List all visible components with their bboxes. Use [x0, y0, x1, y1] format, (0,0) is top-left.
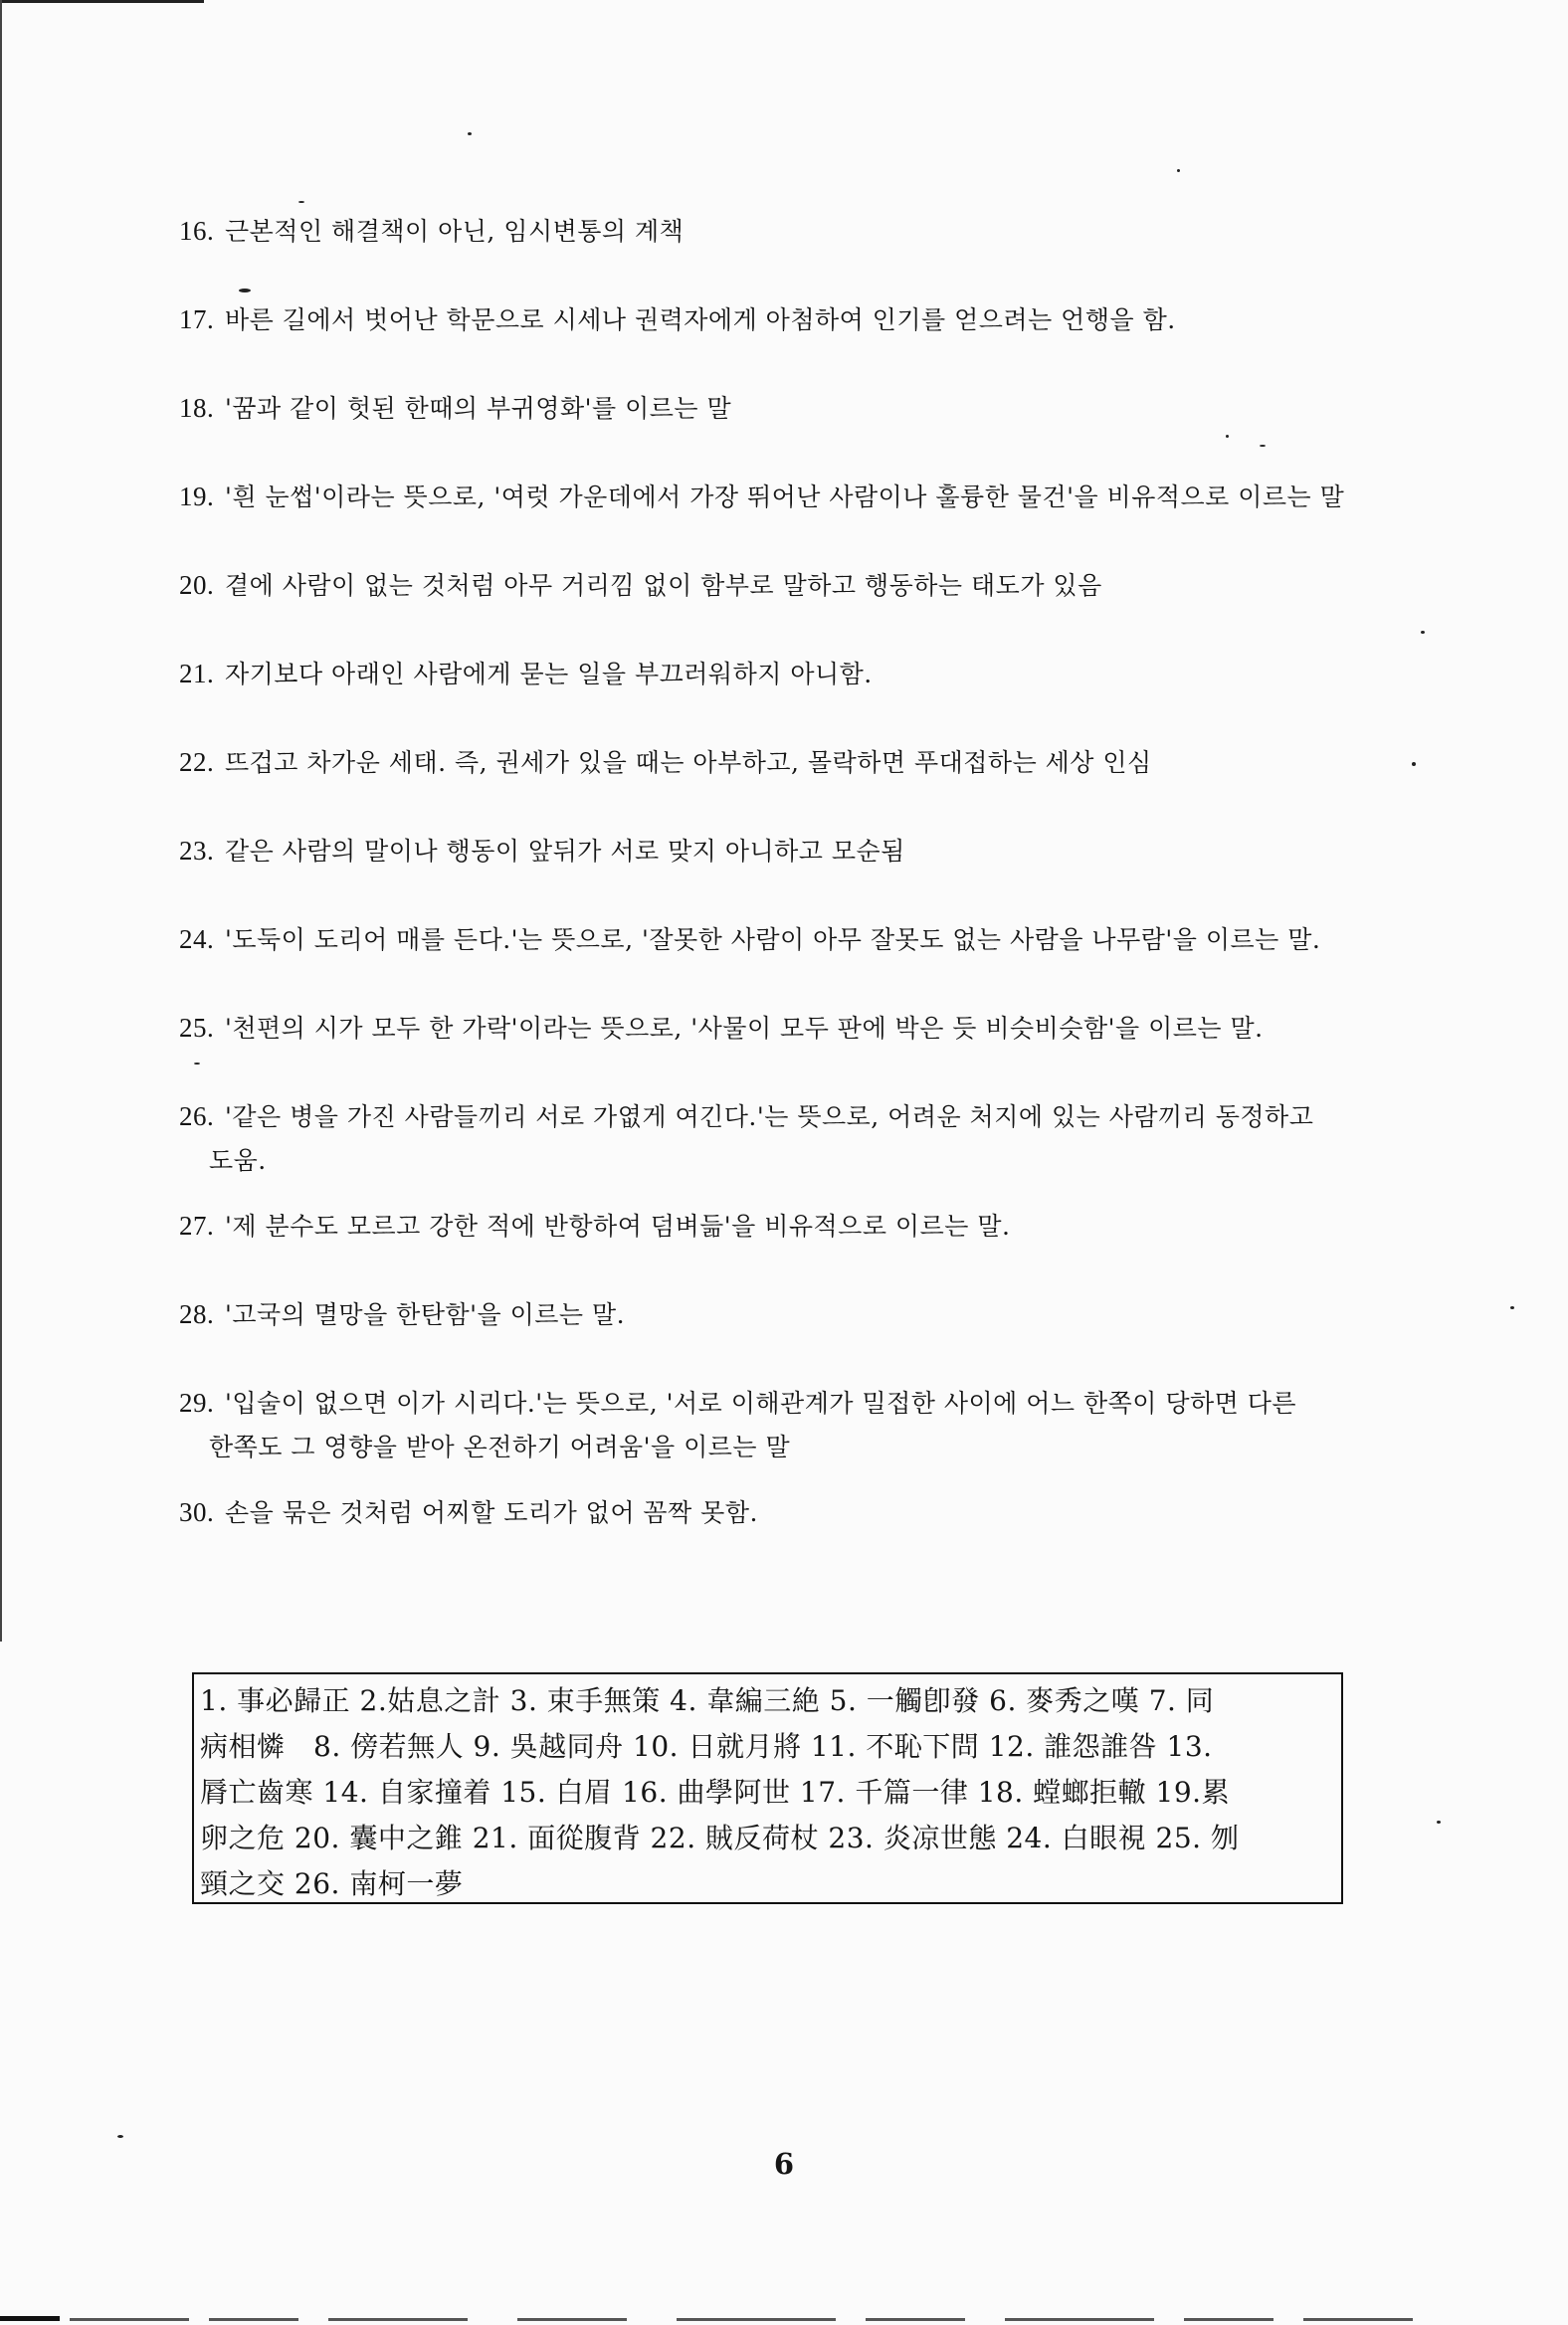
question-item — [179, 563, 1507, 608]
question-number: 25. — [179, 1013, 215, 1043]
question-text: '입술이 없으면 이가 시리다.'는 뜻으로, '서로 이해관계가 밀접한 사이에 어느 한쪽이 당하면 다른 — [225, 1389, 1297, 1418]
question-text: '도둑이 도리어 매를 든다.'는 뜻으로, '잘못한 사람이 아무 잘못도 없는 사람을 나무람'을 이르는 말. — [225, 925, 1321, 954]
question-number: 26. — [179, 1101, 215, 1131]
question-item — [179, 829, 1507, 873]
question-text: '꿈과 같이 헛된 한때의 부귀영화'를 이르는 말 — [225, 394, 732, 423]
question-number: 22. — [179, 747, 215, 777]
question-item — [179, 1292, 1507, 1337]
question-item — [179, 1381, 1507, 1469]
scan-speck — [1260, 445, 1266, 447]
scan-noise — [328, 2318, 468, 2321]
scan-speck — [298, 201, 304, 203]
question-text: '제 분수도 모르고 강한 적에 반항하여 덤벼듦'을 비유적으로 이르는 말. — [225, 1212, 1011, 1241]
answer-key-line: 脣亡齒寒 14. 自家撞着 15. 白眉 16. 曲學阿世 17. 千篇一律 18. 螳螂拒轍 19.累 — [200, 1776, 1231, 1809]
question-text: '천편의 시가 모두 한 가락'이라는 뜻으로, '사물이 모두 판에 박은 듯 비슷비슷함'을 이르는 말. — [225, 1014, 1264, 1043]
question-text: 자기보다 아래인 사람에게 묻는 일을 부끄러워하지 아니함. — [225, 660, 873, 688]
question-text: 같은 사람의 말이나 행동이 앞뒤가 서로 맞지 아니하고 모순됨 — [225, 837, 905, 866]
question-number: 17. — [179, 304, 215, 334]
answer-key-line: 1. 事必歸正 2.姑息之計 3. 束手無策 4. 韋編三絶 5. 一觸卽發 6. 麥秀之嘆 7. 同 — [200, 1684, 1215, 1717]
question-item — [179, 652, 1507, 696]
scan-speck — [1437, 1821, 1441, 1824]
question-item — [179, 917, 1507, 962]
scan-noise — [866, 2318, 965, 2321]
question-number: 24. — [179, 924, 215, 954]
scan-speck — [468, 132, 472, 135]
question-item — [179, 475, 1507, 519]
question-item — [179, 1006, 1507, 1051]
scan-noise — [1184, 2318, 1274, 2321]
question-item — [179, 1094, 1507, 1183]
answer-key-line: 病相憐 8. 傍若無人 9. 吳越同舟 10. 日就月將 11. 不恥下問 12. 誰怨誰咎 13. — [200, 1730, 1213, 1763]
question-item — [179, 386, 1507, 431]
scan-speck — [1226, 435, 1229, 438]
scan-speck — [1510, 1306, 1514, 1309]
scan-edge-bottom — [0, 2311, 1568, 2325]
scan-edge-top — [0, 0, 204, 3]
question-number: 23. — [179, 836, 215, 866]
answer-key-box — [192, 1672, 1343, 1904]
scan-speck — [1421, 631, 1425, 634]
question-number: 18. — [179, 393, 215, 423]
scan-noise — [0, 2316, 60, 2321]
question-item — [179, 1490, 1507, 1535]
question-item — [179, 297, 1507, 342]
scan-noise — [1005, 2318, 1154, 2321]
page-number: 6 — [773, 2147, 795, 2181]
scan-noise — [209, 2318, 298, 2321]
question-text-continued: 도움. — [209, 1146, 267, 1175]
question-number: 30. — [179, 1497, 215, 1527]
question-text: 바른 길에서 벗어난 학문으로 시세나 권력자에게 아첨하여 인기를 얻으려는 언행을 함. — [225, 305, 1176, 334]
question-text: '흰 눈썹'이라는 뜻으로, '여럿 가운데에서 가장 뛰어난 사람이나 훌륭한 물건'을 비유적으로 이르는 말 — [225, 483, 1345, 511]
scan-noise — [517, 2318, 627, 2321]
scan-edge-left — [0, 0, 2, 1642]
question-item — [179, 1204, 1507, 1249]
scan-noise — [677, 2318, 836, 2321]
question-number: 16. — [179, 216, 215, 246]
answer-key-line: 頸之交 26. 南柯一夢 — [200, 1867, 464, 1900]
question-item — [179, 740, 1507, 785]
scan-speck — [239, 289, 251, 292]
question-number: 27. — [179, 1211, 215, 1241]
question-text-continued: 한쪽도 그 영향을 받아 온전하기 어려움'을 이르는 말 — [209, 1433, 791, 1461]
scan-speck — [1177, 169, 1180, 172]
question-number: 29. — [179, 1388, 215, 1418]
question-item — [179, 209, 1507, 254]
scan-noise — [1303, 2318, 1413, 2321]
question-text: 근본적인 해결책이 아닌, 임시변통의 계책 — [225, 217, 685, 246]
question-text: 뜨겁고 차가운 세태. 즉, 권세가 있을 때는 아부하고, 몰락하면 푸대접하는 세상 인심 — [225, 748, 1152, 777]
question-number: 19. — [179, 482, 215, 511]
question-number: 20. — [179, 570, 215, 600]
scan-speck — [117, 2135, 123, 2138]
question-text: '같은 병을 가진 사람들끼리 서로 가엾게 여긴다.'는 뜻으로, 어려운 처지에 있는 사람끼리 동정하고 — [225, 1102, 1314, 1131]
scan-speck — [194, 1063, 200, 1065]
question-text: '고국의 멸망을 한탄함'을 이르는 말. — [225, 1300, 626, 1329]
question-number: 21. — [179, 659, 215, 688]
question-text: 손을 묶은 것처럼 어찌할 도리가 없어 꼼짝 못함. — [225, 1498, 758, 1527]
answer-key-line: 卵之危 20. 囊中之錐 21. 面從腹背 22. 賊反荷杖 23. 炎凉世態 24. 白眼視 25. 刎 — [200, 1822, 1240, 1854]
question-text: 곁에 사람이 없는 것처럼 아무 거리낌 없이 함부로 말하고 행동하는 태도가 있음 — [225, 571, 1102, 600]
question-number: 28. — [179, 1299, 215, 1329]
scan-noise — [70, 2318, 189, 2321]
